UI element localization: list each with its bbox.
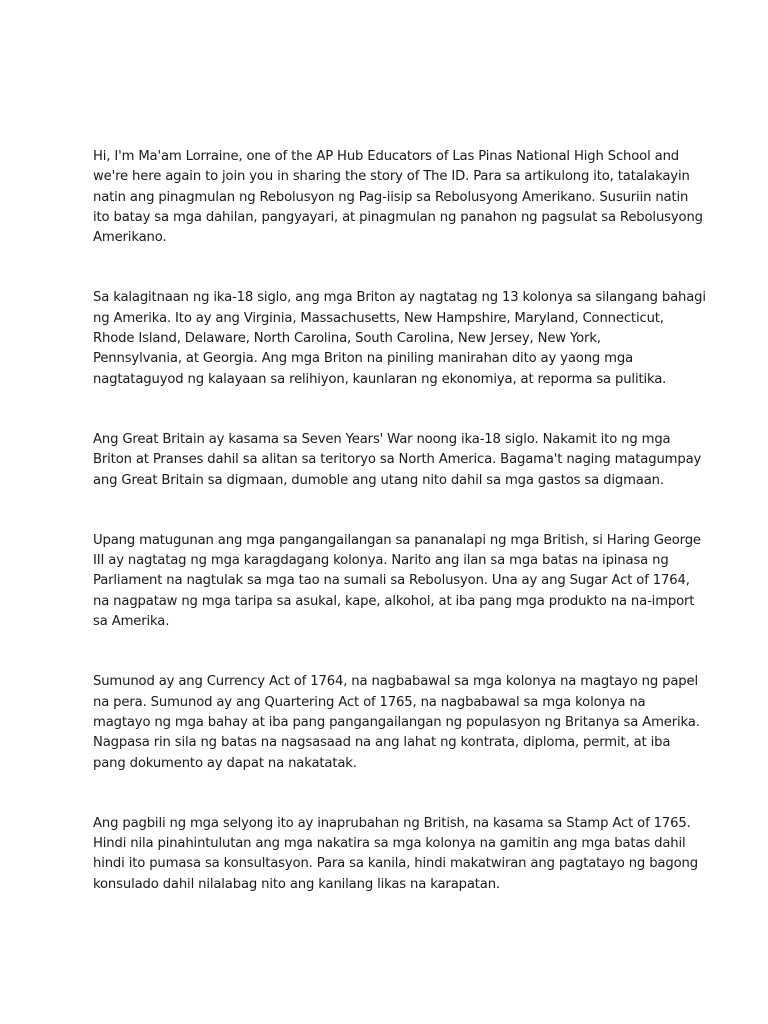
paragraph-seven-years-war: [93, 430, 702, 491]
text-line: Pennsylvania, at Georgia. Ang mga Briton na piniling manirahan dito ay yaong mga: [93, 351, 634, 367]
text-line: na nagpataw ng mga taripa sa asukal, kape, alkohol, at iba pang mga produkto na na-import: [93, 593, 695, 609]
text-line: Sumunod ay ang Currency Act of 1764, na nagbabawal sa mga kolonya na magtayo ng papel: [93, 674, 698, 690]
paragraph-intro: [93, 147, 703, 248]
text-line: we're here again to join you in sharing the story of The ID. Para sa artikulong ito, tatalakayin: [93, 169, 690, 185]
text-line: pang dokumento ay dapat na nakatatak.: [93, 755, 357, 771]
text-line: hindi ito pumasa sa konsultasyon. Para sa kanila, hindi makatwiran ang pagtatayo ng bagong: [93, 856, 698, 872]
text-line: Briton at Pranses dahil sa alitan sa teritoryo sa North America. Bagama't naging matagumpay: [93, 452, 702, 468]
text-line: Parliament na nagtulak sa mga tao na sumali sa Rebolusyon. Una ay ang Sugar Act of 1764,: [93, 573, 690, 589]
text-line: Ang Great Britain ay kasama sa Seven Years' War noong ika-18 siglo. Nakamit ito ng mga: [93, 431, 671, 447]
text-line: nagtataguyod ng kalayaan sa relihiyon, kaunlaran ng ekonomiya, at reporma sa pulitika.: [93, 371, 667, 387]
text-line: magtayo ng mga bahay at iba pang pangangailangan ng populasyon ng Britanya sa Amerika.: [93, 714, 700, 730]
text-line: Sa kalagitnaan ng ika-18 siglo, ang mga Briton ay nagtatag ng 13 kolonya sa silangang bahagi: [93, 290, 706, 306]
paragraph-currency-act: [93, 672, 700, 773]
text-line: ito batay sa mga dahilan, pangyayari, at pinagmulan ng panahon ng pagsulat sa Rebolusyong: [93, 209, 703, 225]
text-line: ang Great Britain sa digmaan, dumoble ang utang nito dahil sa mga gastos sa digmaan.: [93, 472, 664, 488]
paragraph-sugar-act: [93, 531, 701, 632]
text-line: na pera. Sumunod ay ang Quartering Act of 1765, na nagbabawal sa mga kolonya na: [93, 694, 646, 710]
text-line: Upang matugunan ang mga pangangailangan sa pananalapi ng mga British, si Haring George: [93, 532, 701, 548]
text-line: Rhode Island, Delaware, North Carolina, South Carolina, New Jersey, New York,: [93, 331, 601, 347]
paragraph-stamp-act: [93, 814, 698, 895]
text-line: sa Amerika.: [93, 614, 170, 630]
text-line: Hi, I'm Ma'am Lorraine, one of the AP Hub Educators of Las Pinas National High School and: [93, 149, 680, 164]
text-line: konsulado dahil nilalabag nito ang kanilang likas na karapatan.: [93, 876, 500, 892]
text-line: natin ang pinagmulan ng Rebolusyon ng Pag-iisip sa Rebolusyong Amerikano. Susuriin natin: [93, 189, 689, 205]
text-line: III ay nagtatag ng mga karagdagang kolonya. Narito ang ilan sa mga batas na ipinasa ng: [93, 553, 669, 569]
text-line: ng Amerika. Ito ay ang Virginia, Massachusetts, New Hampshire, Maryland, Connecticut,: [93, 310, 664, 326]
text-line: Hindi nila pinahintulutan ang mga nakatira sa mga kolonya na gamitin ang mga batas dahil: [93, 836, 686, 852]
text-line: Nagpasa rin sila ng batas na nagsasaad na ang lahat ng kontrata, diploma, permit, at iba: [93, 735, 671, 751]
paragraph-colonies: [93, 288, 706, 389]
text-line: Amerikano.: [93, 230, 167, 246]
text-line: Ang pagbili ng mga selyong ito ay inaprubahan ng British, na kasama sa Stamp Act of 1765.: [93, 815, 691, 831]
document-body: [93, 147, 706, 935]
